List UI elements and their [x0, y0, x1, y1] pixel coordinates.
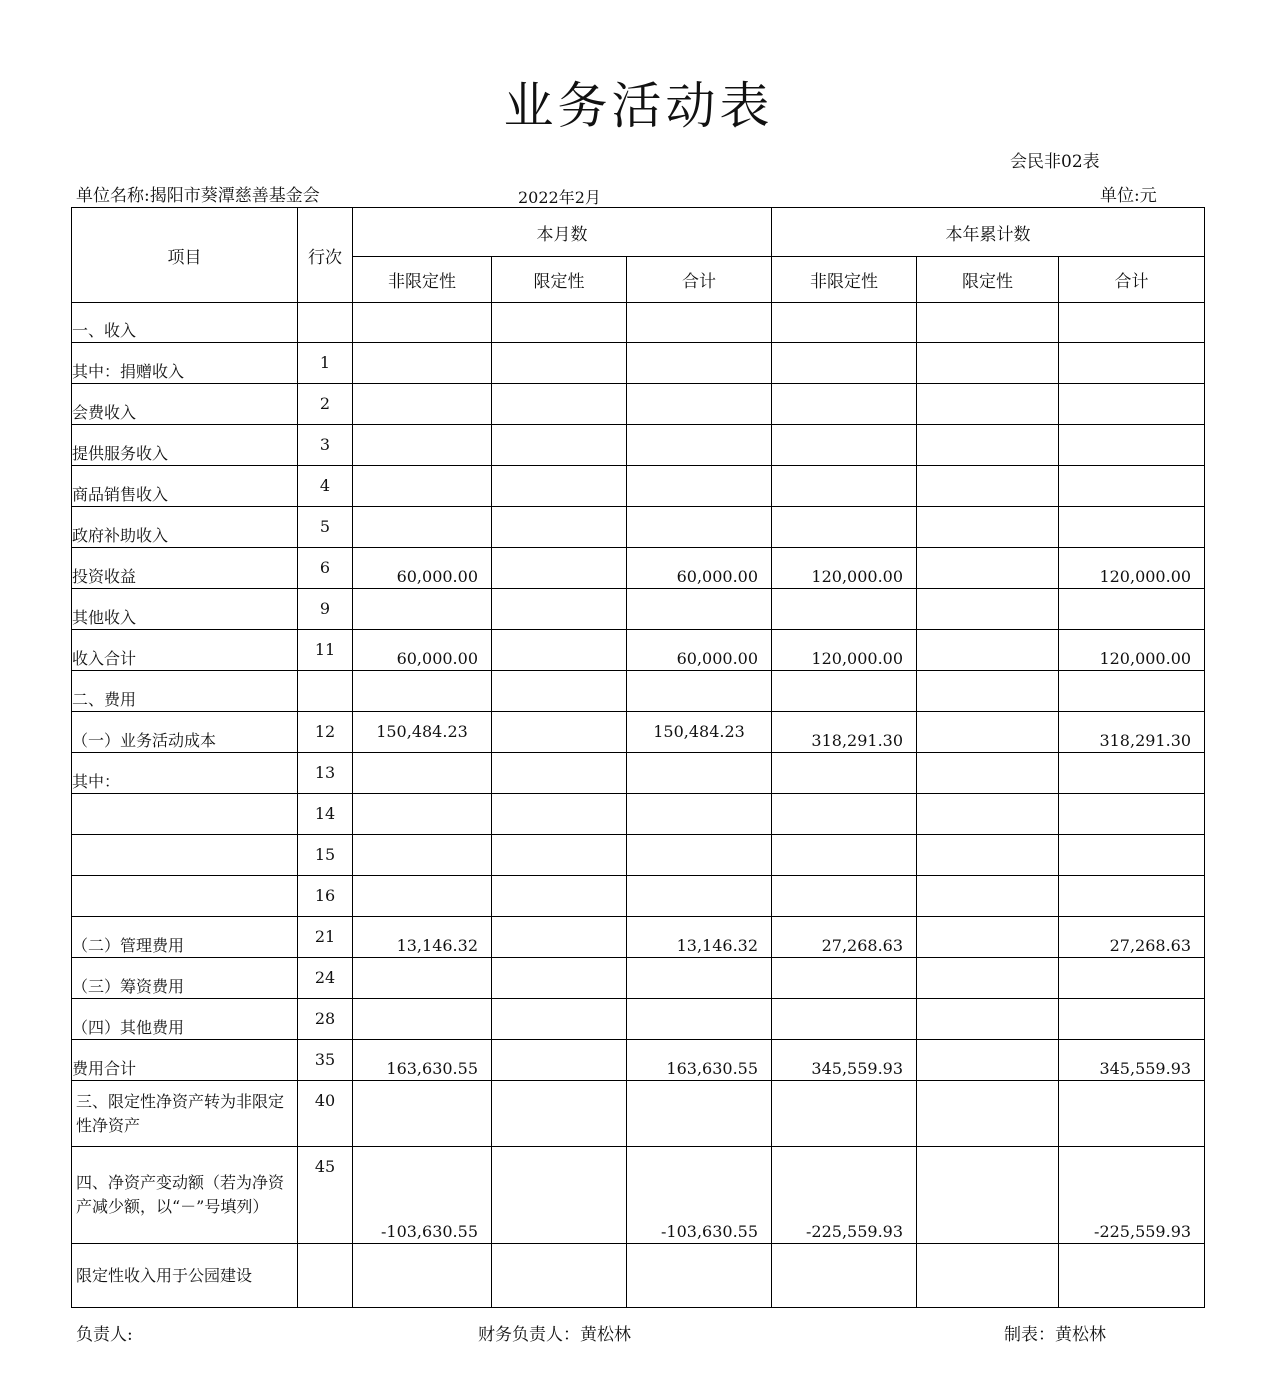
amount-cell	[627, 1081, 772, 1147]
amount-cell	[353, 835, 492, 876]
row-line-no: 12	[298, 712, 353, 753]
amount-cell	[1059, 999, 1205, 1040]
amount-cell	[353, 876, 492, 917]
row-label-text: 政府补助收入	[72, 526, 169, 545]
row-label-text: 二、费用	[72, 690, 137, 709]
amount-cell: 13,146.32	[627, 917, 772, 958]
row-line-no: 24	[298, 958, 353, 999]
amount-cell	[917, 835, 1059, 876]
table-row	[72, 958, 1205, 999]
amount-cell	[772, 384, 917, 425]
row-line-no: 45	[298, 1147, 353, 1244]
activity-table	[71, 207, 1205, 1308]
amount-cell	[917, 384, 1059, 425]
amount-cell	[353, 466, 492, 507]
row-label	[72, 1244, 298, 1308]
table-row	[72, 794, 1205, 835]
amount-cell	[917, 1147, 1059, 1244]
amount-cell	[917, 466, 1059, 507]
amount-cell: 120,000.00	[772, 630, 917, 671]
table-row	[72, 1244, 1205, 1308]
amount-cell	[627, 671, 772, 712]
amount-cell	[1059, 876, 1205, 917]
row-label	[72, 1081, 298, 1147]
amount-cell	[1059, 794, 1205, 835]
amount-cell	[917, 343, 1059, 384]
amount-cell	[353, 999, 492, 1040]
row-line-no: 9	[298, 589, 353, 630]
amount-cell	[627, 303, 772, 343]
amount-cell	[353, 958, 492, 999]
amount-cell	[627, 835, 772, 876]
amount-cell	[772, 1081, 917, 1147]
amount-cell	[917, 753, 1059, 794]
table-row	[72, 1040, 1205, 1081]
report-period: 2022年2月	[518, 188, 601, 207]
amount-cell: 13,146.32	[353, 917, 492, 958]
amount-cell	[1059, 507, 1205, 548]
row-label-text: 限定性收入用于公园建设	[76, 1265, 253, 1285]
row-label	[72, 548, 298, 589]
amount-cell	[627, 958, 772, 999]
amount-cell: 345,559.93	[772, 1040, 917, 1081]
amount-cell	[627, 753, 772, 794]
row-line-no: 16	[298, 876, 353, 917]
table-row	[72, 876, 1205, 917]
form-code: 会民非02表	[1010, 152, 1100, 172]
amount-cell	[492, 1081, 627, 1147]
amount-cell	[353, 343, 492, 384]
amount-cell: -103,630.55	[627, 1147, 772, 1244]
amount-cell: 60,000.00	[627, 630, 772, 671]
table-row	[72, 466, 1205, 507]
amount-cell	[627, 794, 772, 835]
row-label	[72, 589, 298, 630]
row-line-no: 3	[298, 425, 353, 466]
row-label	[72, 507, 298, 548]
table-row	[72, 589, 1205, 630]
amount-cell: 120,000.00	[1059, 630, 1205, 671]
table-row	[72, 671, 1205, 712]
amount-cell	[917, 507, 1059, 548]
row-label	[72, 425, 298, 466]
row-label-text: 提供服务收入	[72, 444, 169, 463]
header-year-to-date: 本年累计数	[772, 208, 1205, 257]
header-month-unrestricted: 非限定性	[353, 257, 492, 303]
currency-unit: 单位:元	[1100, 186, 1157, 206]
amount-cell	[492, 303, 627, 343]
amount-cell	[772, 466, 917, 507]
header-item: 项目	[72, 208, 298, 303]
amount-cell	[627, 999, 772, 1040]
amount-cell	[917, 1081, 1059, 1147]
row-line-no: 14	[298, 794, 353, 835]
table-row	[72, 303, 1205, 343]
row-line-no: 13	[298, 753, 353, 794]
amount-cell	[917, 1244, 1059, 1308]
row-line-no	[298, 303, 353, 343]
amount-cell	[1059, 303, 1205, 343]
org-name: 单位名称:揭阳市葵潭慈善基金会	[76, 186, 320, 206]
amount-cell: 318,291.30	[1059, 712, 1205, 753]
row-label	[72, 999, 298, 1040]
amount-cell	[917, 999, 1059, 1040]
amount-cell	[492, 712, 627, 753]
amount-cell	[1059, 753, 1205, 794]
row-label	[72, 671, 298, 712]
row-line-no: 21	[298, 917, 353, 958]
row-line-no: 4	[298, 466, 353, 507]
amount-cell	[627, 507, 772, 548]
header-current-month: 本月数	[353, 208, 772, 257]
amount-cell	[627, 425, 772, 466]
amount-cell	[1059, 1244, 1205, 1308]
amount-cell: 345,559.93	[1059, 1040, 1205, 1081]
amount-cell	[627, 466, 772, 507]
row-label	[72, 466, 298, 507]
row-label	[72, 384, 298, 425]
amount-cell	[917, 1040, 1059, 1081]
header-ytd-restricted: 限定性	[917, 257, 1059, 303]
amount-cell	[772, 876, 917, 917]
header-ytd-total: 合计	[1059, 257, 1205, 303]
amount-cell	[772, 753, 917, 794]
row-label	[72, 835, 298, 876]
row-line-no: 35	[298, 1040, 353, 1081]
amount-cell	[353, 303, 492, 343]
amount-cell	[492, 466, 627, 507]
amount-cell	[627, 876, 772, 917]
amount-cell	[917, 876, 1059, 917]
amount-cell	[627, 589, 772, 630]
row-label	[72, 794, 298, 835]
amount-cell	[1059, 1081, 1205, 1147]
amount-cell	[917, 917, 1059, 958]
amount-cell	[492, 630, 627, 671]
row-label-text: 一、收入	[72, 321, 137, 340]
row-line-no	[298, 671, 353, 712]
amount-cell	[492, 384, 627, 425]
amount-cell	[917, 425, 1059, 466]
table-row	[72, 999, 1205, 1040]
row-line-no: 1	[298, 343, 353, 384]
amount-cell	[353, 1081, 492, 1147]
row-label-text: 其中：	[72, 772, 121, 791]
amount-cell	[1059, 958, 1205, 999]
amount-cell	[492, 425, 627, 466]
amount-cell	[772, 835, 917, 876]
amount-cell	[917, 794, 1059, 835]
amount-cell	[772, 1244, 917, 1308]
amount-cell	[917, 589, 1059, 630]
amount-cell	[917, 548, 1059, 589]
header-line-no: 行次	[298, 208, 353, 303]
amount-cell	[353, 384, 492, 425]
amount-cell: 163,630.55	[353, 1040, 492, 1081]
row-label	[72, 712, 298, 753]
amount-cell	[492, 589, 627, 630]
table-row	[72, 630, 1205, 671]
report-title: 业务活动表	[503, 77, 774, 135]
amount-cell	[492, 1040, 627, 1081]
row-label-text: 费用合计	[72, 1059, 137, 1078]
table-row	[72, 384, 1205, 425]
amount-cell: 150,484.23	[353, 712, 492, 753]
amount-cell	[492, 671, 627, 712]
row-label-text: 收入合计	[72, 649, 137, 668]
amount-cell	[353, 589, 492, 630]
amount-cell	[772, 303, 917, 343]
amount-cell	[492, 507, 627, 548]
amount-cell	[1059, 343, 1205, 384]
row-label-text: （一）业务活动成本	[72, 731, 217, 750]
amount-cell	[492, 794, 627, 835]
amount-cell	[772, 425, 917, 466]
amount-cell	[492, 753, 627, 794]
row-line-no	[298, 1244, 353, 1308]
row-line-no: 6	[298, 548, 353, 589]
amount-cell	[917, 671, 1059, 712]
amount-cell	[492, 958, 627, 999]
amount-cell	[492, 548, 627, 589]
amount-cell: 150,484.23	[627, 712, 772, 753]
amount-cell	[917, 958, 1059, 999]
row-label-text: 三、限定性净资产转为非限定性净资产	[76, 1091, 285, 1135]
row-label-text: （三）筹资费用	[72, 977, 185, 996]
header-month-total: 合计	[627, 257, 772, 303]
row-label	[72, 630, 298, 671]
amount-cell	[917, 712, 1059, 753]
table-row	[72, 712, 1205, 753]
table-row	[72, 835, 1205, 876]
row-line-no: 5	[298, 507, 353, 548]
row-label-text: 其他收入	[72, 608, 137, 627]
table-row	[72, 1147, 1205, 1244]
amount-cell	[353, 507, 492, 548]
amount-cell	[627, 343, 772, 384]
amount-cell	[627, 1244, 772, 1308]
row-label	[72, 917, 298, 958]
amount-cell	[492, 999, 627, 1040]
table-row	[72, 343, 1205, 384]
amount-cell	[772, 507, 917, 548]
amount-cell	[627, 384, 772, 425]
amount-cell: 120,000.00	[1059, 548, 1205, 589]
row-label	[72, 876, 298, 917]
amount-cell	[1059, 589, 1205, 630]
amount-cell	[492, 876, 627, 917]
row-label	[72, 343, 298, 384]
amount-cell	[353, 425, 492, 466]
amount-cell: 27,268.63	[1059, 917, 1205, 958]
footer-responsible: 负责人:	[76, 1325, 133, 1345]
row-label	[72, 958, 298, 999]
row-line-no: 11	[298, 630, 353, 671]
amount-cell: 60,000.00	[353, 630, 492, 671]
footer-preparer: 制表：黄松林	[1004, 1325, 1106, 1345]
amount-cell	[1059, 671, 1205, 712]
row-label-text: 商品销售收入	[72, 485, 169, 504]
row-label-text: 其中：捐赠收入	[72, 362, 185, 381]
amount-cell: 163,630.55	[627, 1040, 772, 1081]
header-ytd-unrestricted: 非限定性	[772, 257, 917, 303]
row-label-text: 四、净资产变动额（若为净资产减少额，以“－”号填列）	[76, 1173, 285, 1216]
row-label	[72, 753, 298, 794]
amount-cell: 60,000.00	[627, 548, 772, 589]
amount-cell	[353, 794, 492, 835]
amount-cell	[917, 630, 1059, 671]
row-line-no: 40	[298, 1081, 353, 1147]
amount-cell	[772, 999, 917, 1040]
amount-cell	[492, 1244, 627, 1308]
amount-cell: 318,291.30	[772, 712, 917, 753]
amount-cell	[492, 1147, 627, 1244]
table-row	[72, 425, 1205, 466]
amount-cell	[1059, 466, 1205, 507]
row-line-no: 15	[298, 835, 353, 876]
row-label	[72, 303, 298, 343]
amount-cell: -103,630.55	[353, 1147, 492, 1244]
row-label	[72, 1147, 298, 1244]
amount-cell	[353, 1244, 492, 1308]
table-row	[72, 548, 1205, 589]
amount-cell	[917, 303, 1059, 343]
table-row	[72, 917, 1205, 958]
amount-cell	[492, 835, 627, 876]
row-label-text: 会费收入	[72, 403, 137, 422]
amount-cell	[772, 794, 917, 835]
amount-cell	[772, 343, 917, 384]
amount-cell	[1059, 835, 1205, 876]
amount-cell	[1059, 425, 1205, 466]
amount-cell: 60,000.00	[353, 548, 492, 589]
row-label-text: 投资收益	[72, 567, 137, 586]
amount-cell	[772, 958, 917, 999]
row-label	[72, 1040, 298, 1081]
amount-cell: -225,559.93	[1059, 1147, 1205, 1244]
amount-cell	[492, 917, 627, 958]
amount-cell: 120,000.00	[772, 548, 917, 589]
amount-cell: -225,559.93	[772, 1147, 917, 1244]
amount-cell	[772, 589, 917, 630]
amount-cell	[353, 671, 492, 712]
amount-cell	[1059, 384, 1205, 425]
header-month-restricted: 限定性	[492, 257, 627, 303]
amount-cell	[353, 753, 492, 794]
table-row	[72, 753, 1205, 794]
table-row	[72, 1081, 1205, 1147]
table-row	[72, 507, 1205, 548]
footer-finance-head: 财务负责人：黄松林	[478, 1325, 631, 1345]
row-label-text: （四）其他费用	[72, 1018, 185, 1037]
row-line-no: 2	[298, 384, 353, 425]
row-line-no: 28	[298, 999, 353, 1040]
row-label-text: （二）管理费用	[72, 936, 185, 955]
amount-cell	[492, 343, 627, 384]
amount-cell: 27,268.63	[772, 917, 917, 958]
amount-cell	[772, 671, 917, 712]
